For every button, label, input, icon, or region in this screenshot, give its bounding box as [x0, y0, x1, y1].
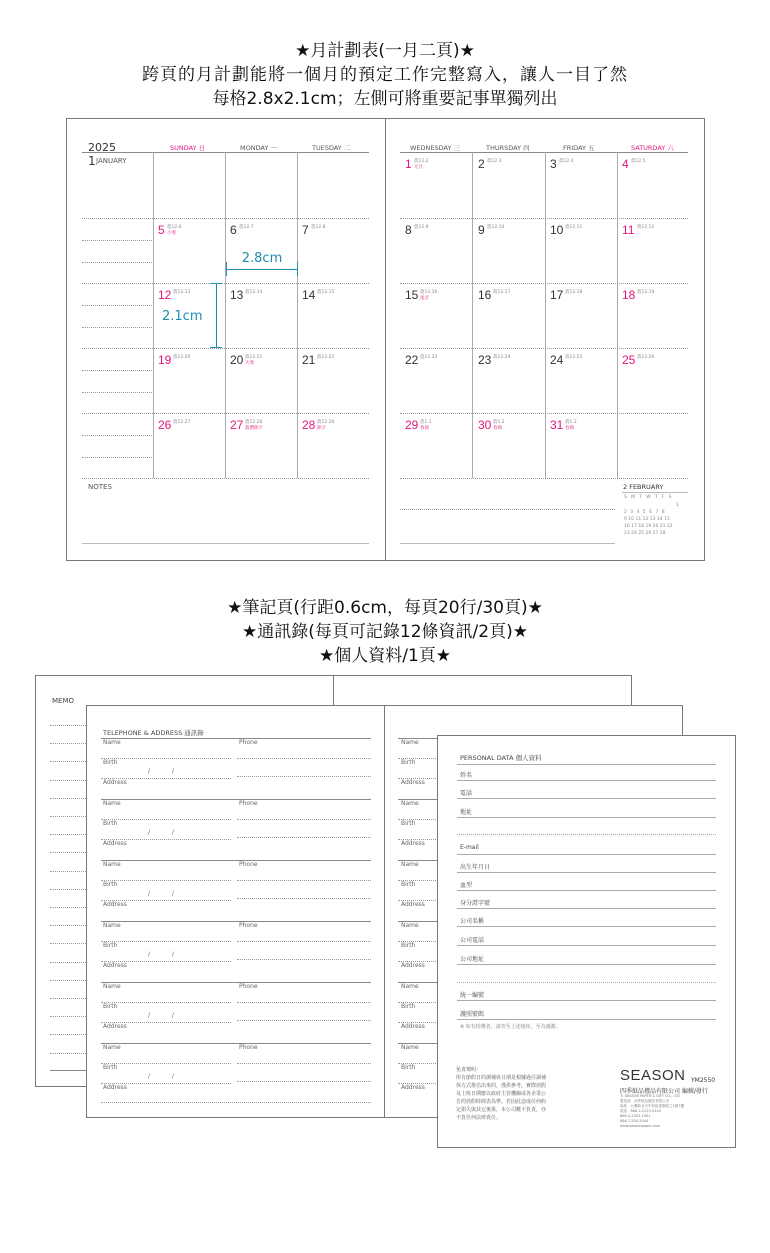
lunar-date: 農12.8	[311, 225, 326, 230]
personal-field-line	[457, 1000, 716, 1001]
mini-calendar-row: 2 3 4 5 6 7 8	[624, 510, 665, 515]
name-line	[101, 1063, 231, 1064]
memo-line	[50, 816, 86, 817]
entry-rule	[101, 860, 371, 861]
heading-contacts: ★通訊錄(每頁可記錄12條資訊/2頁)★	[242, 622, 528, 642]
contact-address-label: Address	[401, 840, 425, 847]
phone-line	[237, 959, 371, 960]
personal-field-line	[457, 982, 716, 983]
memo-line	[50, 743, 86, 744]
calendar-month-name: JANUARY	[96, 157, 127, 165]
weekday-sunday: SUNDAY 日	[170, 144, 206, 152]
contact-name-label: Name	[401, 739, 419, 746]
holiday-label: 春節	[420, 426, 429, 431]
contact-name-label: Name	[401, 861, 419, 868]
personal-field-label: 護照號碼	[460, 1011, 485, 1018]
lunar-date: 農12.27	[173, 420, 191, 425]
entry-rule	[101, 921, 371, 922]
side-note-line	[82, 305, 152, 306]
personal-field-line	[457, 780, 716, 781]
memo-line	[50, 852, 86, 853]
memo-line	[50, 1034, 86, 1035]
day-number: 31	[550, 418, 564, 432]
contact-birth-label: Birth	[401, 820, 416, 827]
company-info-line: 地址：台灣新北市中和區建康路之2號7樓	[620, 1104, 684, 1108]
season-logo: SEASON	[620, 1067, 686, 1084]
contact-address-label: Address	[401, 1084, 425, 1091]
memo-spine	[333, 675, 334, 705]
weekday-saturday: SATURDAY 六	[631, 144, 674, 152]
lunar-date: 農12.11	[565, 225, 583, 230]
name-line	[101, 880, 231, 881]
contact-address-label: Address	[103, 840, 127, 847]
mini-calendar-header: S M T W T F S	[624, 495, 673, 500]
height-dimension-label: 2.1cm	[162, 309, 212, 324]
personal-field-label: 姓名	[460, 772, 473, 779]
heading-notes: ★筆記頁(行距0.6cm，每頁20行/30頁)★	[227, 598, 543, 618]
company-info-line: 886-4-2301-1501	[620, 1114, 651, 1118]
entry-rule	[101, 982, 371, 983]
personal-field-label: 統一編號	[460, 992, 485, 999]
phone-line	[237, 758, 371, 759]
contact-name-label: Name	[103, 861, 121, 868]
phone-line	[237, 941, 371, 942]
contact-address-label: Address	[401, 1023, 425, 1030]
day-number: 11	[622, 223, 635, 237]
personal-field-label: 公司名稱	[460, 918, 485, 925]
contact-birth-label: Birth	[401, 1003, 416, 1010]
disclaimer-line: 告的放假時間表為準。若因此造成任何約	[456, 1099, 547, 1105]
personal-data-title: PERSONAL DATA 個人資料	[460, 754, 542, 762]
personal-field-label: E-mail	[460, 844, 479, 851]
company-name: 四季紙品禮品有限公司 編輯/發行	[620, 1088, 708, 1095]
birth-separators: / /	[148, 951, 174, 958]
lunar-date: 農12.10	[487, 225, 505, 230]
mini-calendar-row: 16 17 18 19 20 21 22	[624, 524, 673, 529]
height-dimension-line	[216, 283, 217, 348]
memo-line	[50, 943, 86, 944]
mini-calendar-rule	[622, 492, 688, 493]
day-column-divider	[153, 152, 154, 478]
contact-address-label: Address	[401, 962, 425, 969]
day-number: 26	[158, 418, 172, 432]
contact-birth-label: Birth	[103, 820, 118, 827]
holiday-label: 尾牙	[420, 296, 429, 301]
disclaimer-line: 不負任何法律責任。	[456, 1115, 502, 1121]
side-note-line	[82, 392, 152, 393]
personal-field-label: 出生年月日	[460, 864, 491, 871]
personal-field-label: 公司地址	[460, 956, 485, 963]
lunar-date: 農12.6	[167, 225, 182, 230]
personal-field-label: 電話	[460, 790, 473, 797]
contact-birth-label: Birth	[103, 1064, 118, 1071]
week-divider	[400, 478, 688, 479]
phone-line	[237, 898, 371, 899]
day-number: 12	[158, 288, 172, 302]
disclaimer-line: 休方式推估出來的，僅供參考。實際放假	[456, 1083, 547, 1089]
personal-field-line	[457, 945, 716, 946]
birth-separators: / /	[148, 829, 174, 836]
contact-phone-label: Phone	[239, 861, 258, 868]
day-number: 13	[230, 288, 244, 302]
lunar-date: 農12.13	[173, 290, 191, 295]
personal-field-label: 公司電話	[460, 937, 485, 944]
day-number: 2	[478, 157, 485, 171]
lunar-date: 農12.15	[317, 290, 335, 295]
lunar-date: 農12.17	[493, 290, 511, 295]
phone-line	[237, 1081, 371, 1082]
day-number: 10	[550, 223, 564, 237]
width-dimension-line	[226, 269, 298, 270]
contact-birth-label: Birth	[401, 942, 416, 949]
contact-birth-label: Birth	[103, 759, 118, 766]
calendar-header-rule	[400, 152, 688, 153]
weekday-friday: FRIDAY 五	[563, 144, 595, 152]
personal-field-line	[457, 890, 716, 891]
week-divider	[82, 478, 369, 479]
holiday-label: 大寒	[245, 361, 254, 366]
memo-line	[50, 889, 86, 890]
memo-line	[50, 871, 86, 872]
mini-calendar-row: 23 24 25 26 27 28	[624, 531, 666, 536]
contact-name-label: Name	[103, 800, 121, 807]
lunar-date: 農12.25	[565, 355, 583, 360]
day-number: 18	[622, 288, 636, 302]
entry-rule	[101, 799, 371, 800]
phone-line	[237, 880, 371, 881]
name-line	[101, 819, 231, 820]
side-note-line	[82, 457, 152, 458]
lunar-date: 農12.29	[317, 420, 335, 425]
disclaimer-line: 及上班日期應以政府主管機關或各企業公	[456, 1091, 547, 1097]
personal-field-line	[457, 1019, 716, 1020]
day-number: 30	[478, 418, 492, 432]
calendar-year: 2025	[88, 141, 116, 154]
day-number: 5	[158, 223, 165, 237]
notes-line	[82, 543, 369, 544]
day-number: 17	[550, 288, 564, 302]
contact-birth-label: Birth	[401, 759, 416, 766]
heading-personal: ★個人資料/1頁★	[318, 646, 452, 666]
holiday-label: 元旦	[414, 165, 423, 170]
day-number: 29	[405, 418, 419, 432]
personal-field-line	[457, 926, 716, 927]
memo-line	[50, 907, 86, 908]
birth-separators: / /	[148, 890, 174, 897]
birth-separators: / /	[148, 1073, 174, 1080]
mini-calendar-title: 2 FEBRUARY	[623, 483, 664, 491]
mini-calendar-row: 1	[676, 503, 679, 508]
contact-phone-label: Phone	[239, 922, 258, 929]
lunar-date: 農1.3	[565, 420, 577, 425]
personal-field-label: 血型	[460, 882, 473, 889]
personal-return-note: ※ 如有拾獲者，請寄至上述地址，至為感謝。	[460, 1024, 561, 1030]
contact-phone-label: Phone	[239, 800, 258, 807]
disclaimer-line: 免責聲明：	[456, 1067, 482, 1073]
name-line	[101, 1002, 231, 1003]
lunar-date: 農1.2	[493, 420, 505, 425]
phone-line	[237, 819, 371, 820]
contact-name-label: Name	[103, 922, 121, 929]
day-number: 19	[158, 353, 172, 367]
personal-field-line	[457, 854, 716, 855]
lunar-date: 農12.9	[414, 225, 429, 230]
holiday-label: 除夕	[317, 426, 326, 431]
memo-line	[50, 962, 86, 963]
lunar-date: 農12.16	[420, 290, 438, 295]
weekday-tuesday: TUESDAY 二	[312, 144, 351, 152]
day-number: 22	[405, 353, 419, 367]
lunar-date: 農12.3	[487, 159, 502, 164]
week-divider	[400, 218, 688, 219]
contact-address-label: Address	[401, 901, 425, 908]
day-number: 8	[405, 223, 412, 237]
contact-name-label: Name	[103, 1044, 121, 1051]
company-info-line: 電話：886-2-2223-5444	[620, 1109, 662, 1113]
day-column-divider	[617, 152, 618, 478]
company-info-line: www.seasonpaper.com	[620, 1124, 661, 1128]
personal-field-line	[457, 798, 716, 799]
contact-address-label: Address	[103, 779, 127, 786]
personal-field-line	[457, 908, 716, 909]
holiday-label: 農曆除夕	[245, 426, 263, 431]
contact-birth-label: Birth	[103, 1003, 118, 1010]
lunar-date: 農12.5	[631, 159, 646, 164]
memo-line	[50, 980, 86, 981]
personal-field-line	[457, 817, 716, 818]
personal-field-line	[457, 872, 716, 873]
day-number: 25	[622, 353, 636, 367]
contact-address-label: Address	[103, 962, 127, 969]
birth-separators: / /	[148, 768, 174, 775]
name-line	[101, 758, 231, 759]
disclaimer	[456, 1066, 546, 1122]
contact-phone-label: Phone	[239, 1044, 258, 1051]
memo-line	[50, 925, 86, 926]
day-column-divider	[297, 152, 298, 478]
side-note-line	[82, 435, 152, 436]
phone-line	[237, 1020, 371, 1021]
day-number: 3	[550, 157, 557, 171]
lunar-date: 農12.12	[637, 225, 655, 230]
heading-cell-size: 每格2.8x2.1cm；左側可將重要記事單獨列出	[212, 89, 558, 109]
personal-field-line	[457, 764, 716, 765]
company-info-line: 886-7-550-5444	[620, 1119, 649, 1123]
memo-line	[50, 780, 86, 781]
personal-field-line	[457, 834, 716, 835]
lunar-date: 農12.4	[559, 159, 574, 164]
day-number: 1	[405, 157, 412, 171]
contact-phone-label: Phone	[239, 983, 258, 990]
weekday-thursday: THURSDAY 四	[486, 144, 530, 152]
birth-separators: / /	[148, 1012, 174, 1019]
memo-line	[50, 1016, 86, 1017]
lunar-date: 農12.20	[173, 355, 191, 360]
week-divider	[400, 283, 688, 284]
lunar-date: 農12.7	[239, 225, 254, 230]
name-line	[101, 941, 231, 942]
day-number: 27	[230, 418, 244, 432]
phone-line	[237, 1002, 371, 1003]
day-number: 9	[478, 223, 485, 237]
week-divider	[400, 348, 688, 349]
model-number: YM2550	[691, 1077, 716, 1084]
company-info-line: 製造商：四季紙品禮品有限公司	[620, 1099, 669, 1103]
contact-phone-label: Phone	[239, 739, 258, 746]
memo-line	[50, 1070, 86, 1071]
side-note-line	[82, 240, 152, 241]
contact-address-label: Address	[103, 1084, 127, 1091]
day-number: 28	[302, 418, 316, 432]
day-number: 4	[622, 157, 629, 171]
side-note-line	[82, 262, 152, 263]
memo-line	[50, 1053, 86, 1054]
week-divider	[400, 413, 688, 414]
day-number: 7	[302, 223, 309, 237]
phone-line	[237, 1063, 371, 1064]
mini-calendar-row: 9 10 11 12 13 14 15	[624, 517, 670, 522]
lunar-date: 農12.19	[637, 290, 655, 295]
contact-name-label: Name	[401, 983, 419, 990]
side-note-line	[82, 370, 152, 371]
lunar-date: 農12.22	[317, 355, 335, 360]
personal-field-label: 地址	[460, 809, 473, 816]
memo-line	[50, 798, 86, 799]
entry-rule	[101, 738, 371, 739]
day-column-divider	[545, 152, 546, 478]
company-info	[620, 1099, 684, 1129]
lunar-date: 農12.26	[637, 355, 655, 360]
day-column-divider	[472, 152, 473, 478]
disclaimer-line: 所有節假日的調補休日期是根據過往調補	[456, 1075, 547, 1081]
day-number: 6	[230, 223, 237, 237]
notes-line	[400, 543, 615, 544]
lunar-date: 農12.14	[245, 290, 263, 295]
day-number: 15	[405, 288, 419, 302]
contact-birth-label: Birth	[401, 1064, 416, 1071]
lunar-date: 農12.28	[245, 420, 263, 425]
contact-address-label: Address	[103, 901, 127, 908]
personal-field-line	[457, 964, 716, 965]
contact-birth-label: Birth	[103, 942, 118, 949]
day-number: 21	[302, 353, 316, 367]
lunar-date: 農12.2	[414, 159, 429, 164]
memo-line	[50, 834, 86, 835]
day-number: 24	[550, 353, 564, 367]
holiday-label: 春節	[493, 426, 502, 431]
calendar-left-page	[66, 118, 386, 561]
notes-line	[400, 509, 615, 510]
phone-line	[237, 776, 371, 777]
disclaimer-line: 定損失與其它後果，本公司概不負責，亦	[456, 1107, 547, 1113]
contact-birth-label: Birth	[103, 881, 118, 888]
memo-label: MEMO	[52, 697, 75, 705]
personal-field-label: 身分證字號	[460, 900, 491, 907]
contact-name-label: Name	[103, 739, 121, 746]
memo-line	[50, 998, 86, 999]
contact-address-label: Address	[103, 1023, 127, 1030]
entry-rule	[101, 1043, 371, 1044]
entry-rule	[101, 1102, 371, 1103]
lunar-date: 農12.21	[245, 355, 263, 360]
side-note-line	[82, 327, 152, 328]
contact-name-label: Name	[401, 800, 419, 807]
day-column-divider	[225, 152, 226, 478]
calendar-month-num: 1	[88, 154, 96, 168]
lunar-date: 農12.23	[420, 355, 438, 360]
weekday-monday: MONDAY 一	[240, 144, 277, 152]
day-number: 23	[478, 353, 492, 367]
day-number: 16	[478, 288, 492, 302]
memo-line	[50, 725, 86, 726]
holiday-label: 春節	[565, 426, 574, 431]
address-spine	[384, 705, 385, 1118]
lunar-date: 農12.18	[565, 290, 583, 295]
contact-address-label: Address	[401, 779, 425, 786]
heading-monthly-desc: 跨頁的月計劃能將一個月的預定工作完整寫入，讓人一目了然	[142, 65, 628, 85]
holiday-label: 小寒	[167, 231, 176, 236]
address-book-title: TELEPHONE & ADDRESS 通訊錄	[103, 729, 204, 737]
heading-monthly-plan: ★月計劃表(一月二頁)★	[295, 41, 475, 61]
day-number: 14	[302, 288, 316, 302]
memo-line	[50, 761, 86, 762]
contact-name-label: Name	[103, 983, 121, 990]
lunar-date: 農1.1	[420, 420, 432, 425]
company-name-en: © SEASON PAPER & GIFT CO., LTD.	[620, 1094, 681, 1098]
phone-line	[237, 837, 371, 838]
width-dimension-label: 2.8cm	[232, 251, 292, 266]
day-number: 20	[230, 353, 244, 367]
contact-birth-label: Birth	[401, 881, 416, 888]
contact-name-label: Name	[401, 1044, 419, 1051]
lunar-date: 農12.24	[493, 355, 511, 360]
weekday-wednesday: WEDNESDAY 三	[410, 144, 461, 152]
contact-name-label: Name	[401, 922, 419, 929]
notes-label: NOTES	[88, 483, 112, 491]
